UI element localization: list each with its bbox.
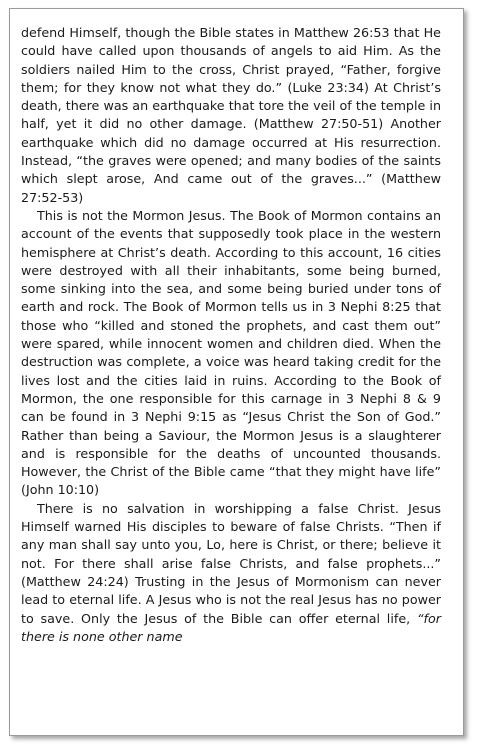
paragraph-3-text: There is no salvation in worshipping a false Christ. Jesus Himself warned His disciples to beware of false Christs. “Then if any man shall say unto you, Lo, here is Christ, or there; believe it not. For there shall arise false Christs, and false prophets...” (Matthew 24:24) Trusting in the Jesus of Mormonism can never lead to eternal life. A Jesus who is not the real Jesus has no power to save. Only the Jesus of the Bible can offer eternal life, <box>21 500 441 626</box>
paragraph-3-italic-quote: “for there is none other name <box>21 610 441 644</box>
paragraph-3 <box>21 500 441 646</box>
paragraph-2: This is not the Mormon Jesus. The Book of Mormon contains an account of the events that supposedly took place in the western hemisphere at Christ’s death. According to this account, 16 cities were destroyed with all their inhabitants, some being burned, some sinking into the sea, and some being buried under tons of earth and rock. The Book of Mormon tells us in 3 Nephi 8:25 that those who “killed and stoned the prophets, and cast them out” were spared, while innocent women and children died. When the destruction was complete, a voice was heard taking credit for the lives lost and the cities laid in ruins. According to the Book of Mormon, the one responsible for this carnage in 3 Nephi 8 & 9 can be found in 3 Nephi 9:15 as “Jesus Christ the Son of God.” Rather than being a Saviour, the Mormon Jesus is a slaughterer and is responsible for the deaths of uncounted thousands. However, the Christ of the Bible came “that they might have life” (John 10:10) <box>21 207 441 498</box>
paragraph-1: defend Himself, though the Bible states in Matthew 26:53 that He could have called upon thousands of angels to aid Him. As the soldiers nailed Him to the cross, Christ prayed, “Father, forgive them; for they know not what they do.” (Luke 23:34) At Christ’s death, there was an earthquake that tore the veil of the temple in half, yet it did no other damage. (Matthew 27:50-51) Another earthquake which did no damage occurred at His resurrection. Instead, “the graves were opened; and many bodies of the saints which slept arose, And came out of the graves...” (Matthew 27:52-53) <box>21 25 441 205</box>
body-text <box>21 24 441 646</box>
